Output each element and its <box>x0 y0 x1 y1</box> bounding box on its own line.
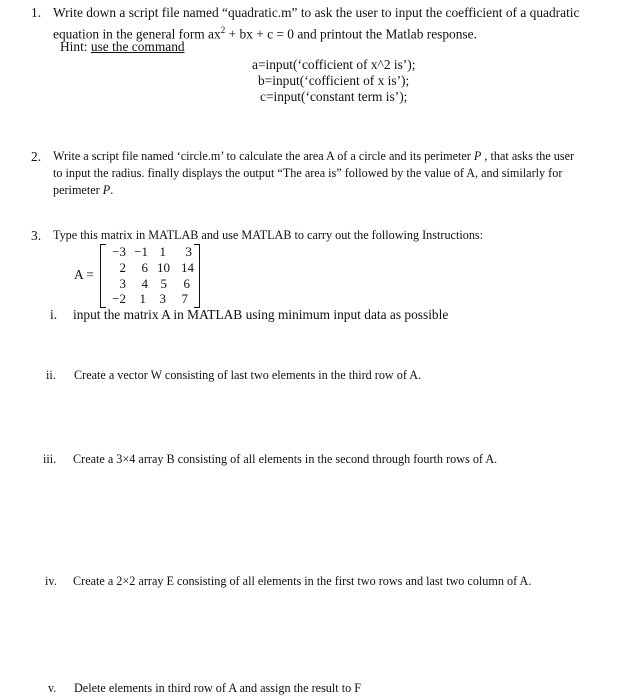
matrix-row-2 <box>106 260 194 275</box>
q1-hint-prefix: Hint: <box>60 39 91 54</box>
matrix-cell: 7 <box>181 291 188 306</box>
matrix-a <box>100 244 200 306</box>
q3-line-1: Type this matrix in MATLAB and use MATLAB to carry out the following Instructions: <box>53 228 484 242</box>
matrix-cell: 4 <box>141 276 148 291</box>
q1-hint-link: use the command <box>90 39 185 54</box>
item-ii-text: Create a vector W consisting of last two elements in the third row of A. <box>74 368 422 382</box>
q2-number: 2. <box>31 149 42 164</box>
q1-line-1: Write down a script file named “quadratic.m” to ask the user to input the coefficient of a quadratic <box>53 5 580 20</box>
matrix-cell: −2 <box>112 291 126 306</box>
item-i-number: i. <box>50 307 58 322</box>
q2-line-1 <box>53 148 574 165</box>
q1-number: 1. <box>31 5 42 20</box>
q2-line-1-end: , that asks the user <box>481 149 575 163</box>
matrix-cell: −3 <box>112 244 126 259</box>
q2-line-3 <box>53 182 113 199</box>
item-iv-number: iv. <box>45 574 57 588</box>
matrix-row-4 <box>106 291 194 306</box>
q2-line-2: to input the radius. finally displays the output “The area is” followed by the value of A, and similarly for <box>53 166 563 180</box>
matrix-row-1 <box>106 244 194 259</box>
q2-perimeter-symbol-1: P <box>473 149 482 163</box>
q1-line-2-start: equation in the general form ax <box>53 26 221 42</box>
matrix-cell: 1 <box>139 291 146 306</box>
item-iii-text: Create a 3×4 array B consisting of all elements in the second through fourth rows of A. <box>73 452 498 466</box>
q1-code-c: c=input(‘constant term is’); <box>260 89 408 104</box>
q2-line-1-start: Write a script file named ‘circle.m’ to calculate the area A of a circle and its perimeter <box>53 149 474 163</box>
item-iv-text: Create a 2×2 array E consisting of all elements in the first two rows and last two column of A. <box>73 574 532 588</box>
matrix-right-bracket <box>194 244 200 308</box>
matrix-cell: 5 <box>160 276 167 291</box>
item-i-text: input the matrix A in MATLAB using minimum input data as possible <box>73 307 449 322</box>
q1-line-2-end: + bx + c = 0 and printout the Matlab response. <box>225 26 477 42</box>
matrix-cell: 6 <box>141 260 148 275</box>
q1-exponent: 2 <box>220 25 226 35</box>
matrix-cell: 3 <box>185 244 192 259</box>
q2-line-3-end: . <box>110 183 114 197</box>
matrix-cell: 6 <box>183 276 190 291</box>
matrix-cell: 1 <box>159 244 166 259</box>
matrix-cell: −1 <box>134 244 148 259</box>
item-ii-number: ii. <box>46 368 56 382</box>
matrix-cell: 3 <box>119 276 126 291</box>
q1-code-a: a=input(‘cofficient of x^2 is’); <box>252 57 416 72</box>
matrix-cell: 2 <box>119 260 126 275</box>
q1-hint <box>60 38 185 56</box>
item-iii-number: iii. <box>43 452 57 466</box>
q2-perimeter-symbol-2: P <box>102 183 111 197</box>
item-v-text: Delete elements in third row of A and assign the result to F <box>74 681 362 695</box>
item-v-number: v. <box>48 681 57 695</box>
q1-code-b: b=input(‘cofficient of x is’); <box>258 73 410 88</box>
matrix-label: A = <box>74 267 94 282</box>
matrix-row-3 <box>106 276 194 291</box>
q2-line-3-start: perimeter <box>53 183 103 197</box>
matrix-cell: 3 <box>159 291 166 306</box>
matrix-cell: 10 <box>157 260 170 275</box>
matrix-cell: 14 <box>181 260 194 275</box>
q3-number: 3. <box>31 228 42 243</box>
